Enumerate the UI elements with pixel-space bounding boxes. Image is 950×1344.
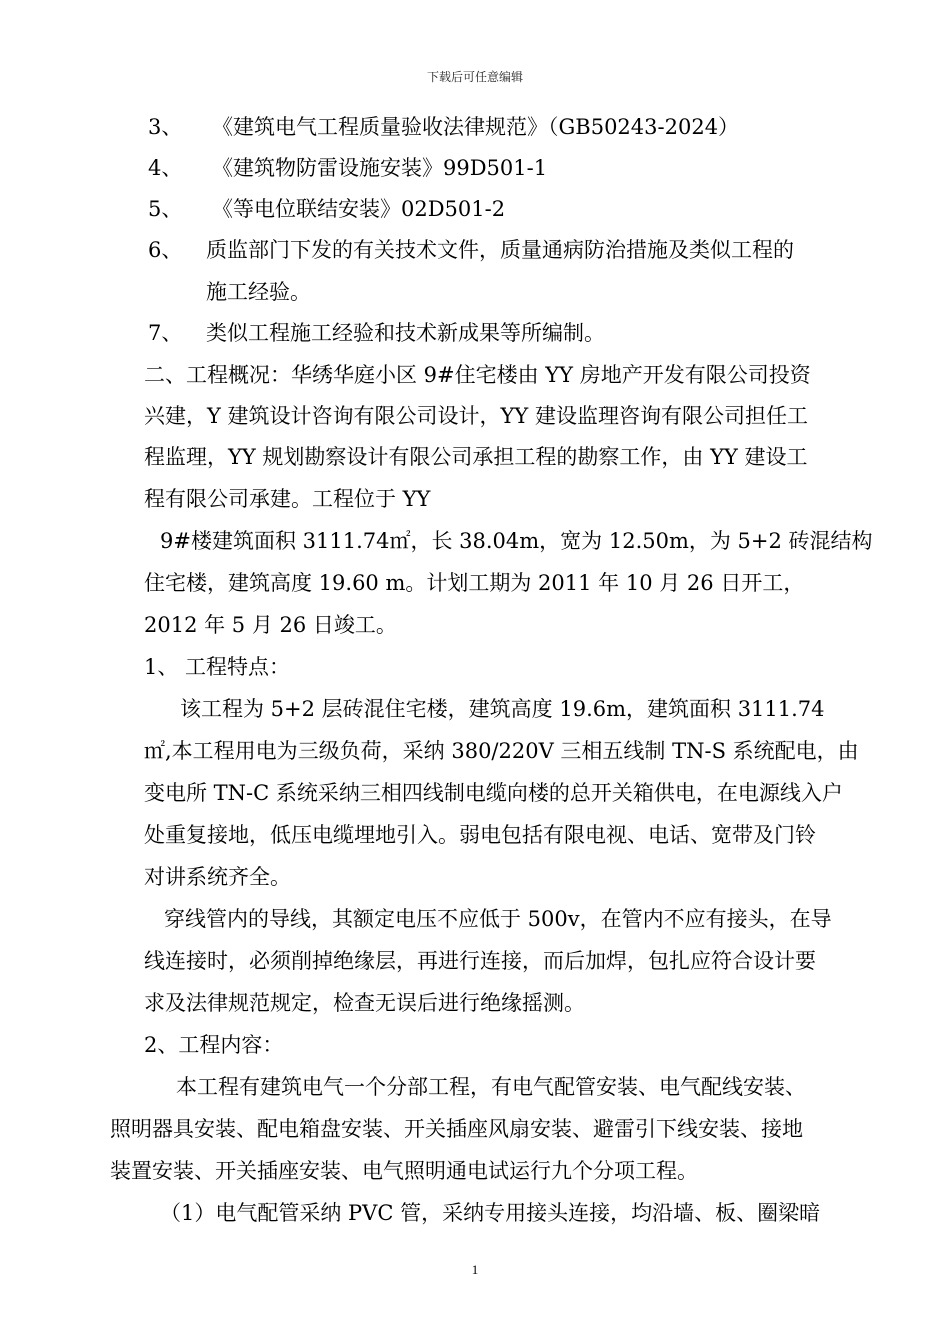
overview-line-1: 二、工程概况：华绣华庭小区 9#住宅楼由 YY 房地产开发有限公司投资 — [144, 363, 811, 387]
content-heading: 2、工程内容： — [144, 1033, 284, 1057]
feature-p1-line-2: ㎡,本工程用电为三级负荷，采纳 380/220V 三相五线制 TN-S 系统配电，由 — [144, 739, 859, 763]
content-p1-line-3: 装置安装、开关插座安装、电气照明通电试运行九个分项工程。 — [110, 1159, 698, 1183]
overview-line-6: 住宅楼，建筑高度 19.60 m。计划工期为 2011 年 10 月 26 日开工， — [144, 571, 805, 595]
content-p1-line-1: 本工程有建筑电气一个分部工程，有电气配管安装、电气配线安装、 — [176, 1075, 806, 1099]
ref-4-text: 《建筑物防雷设施安装》99D501-1 — [212, 156, 548, 180]
ref-4-number: 4、 — [148, 156, 183, 180]
overview-line-2: 兴建，Y 建筑设计咨询有限公司设计，YY 建设监理咨询有限公司担任工 — [144, 404, 808, 428]
feature-p2-line-2: 线连接时，必须削掉绝缘层，再进行连接，而后加焊，包扎应符合设计要 — [144, 949, 816, 973]
overview-line-7: 2012 年 5 月 26 日竣工。 — [144, 613, 397, 637]
ref-7-number: 7、 — [148, 321, 183, 345]
ref-3-number: 3、 — [148, 115, 183, 139]
feature-p2-line-1: 穿线管内的导线，其额定电压不应低于 500v，在管内不应有接头，在导 — [164, 907, 832, 931]
content-p2-line-1: （1）电气配管采纳 PVC 管，采纳专用接头连接，均沿墙、板、圈梁暗 — [160, 1201, 821, 1225]
page-number: 1 — [471, 1262, 479, 1277]
feature-p1-line-5: 对讲系统齐全。 — [144, 865, 291, 889]
ref-6-number: 6、 — [148, 238, 183, 262]
content-p1-line-2: 照明器具安装、配电箱盘安装、开关插座风扇安装、避雷引下线安装、接地 — [110, 1117, 803, 1141]
overview-line-5: 9#楼建筑面积 3111.74㎡，长 38.04m，宽为 12.50m，为 5+2 砖混结构 — [160, 529, 873, 553]
feature-p2-line-3: 求及法律规范规定，检查无误后进行绝缘摇测。 — [144, 991, 585, 1015]
overview-line-3: 程监理，YY 规划勘察设计有限公司承担工程的勘察工作，由 YY 建设工 — [144, 445, 808, 469]
feature-p1-line-4: 处重复接地，低压电缆埋地引入。弱电包括有限电视、电话、宽带及门铃 — [144, 823, 816, 847]
feature-heading: 1、 工程特点： — [144, 655, 291, 679]
ref-7-text: 类似工程施工经验和技术新成果等所编制。 — [206, 321, 605, 345]
feature-p1-line-3: 变电所 TN-C 系统采纳三相四线制电缆向楼的总开关箱供电，在电源线入户 — [144, 781, 843, 805]
ref-5-number: 5、 — [148, 197, 183, 221]
page-header: 下载后可任意编辑 — [426, 70, 523, 84]
ref-3-text: 《建筑电气工程质量验收法律规范》（GB50243-2024） — [212, 115, 740, 139]
feature-p1-line-1: 该工程为 5+2 层砖混住宅楼，建筑高度 19.6m，建筑面积 3111.74 — [180, 697, 825, 721]
overview-line-4: 程有限公司承建。工程位于 YY — [144, 487, 431, 511]
ref-6-text-continued: 施工经验。 — [206, 280, 311, 304]
ref-6-text: 质监部门下发的有关技术文件，质量通病防治措施及类似工程的 — [206, 238, 794, 262]
ref-5-text: 《等电位联结安装》02D501-2 — [212, 197, 506, 221]
